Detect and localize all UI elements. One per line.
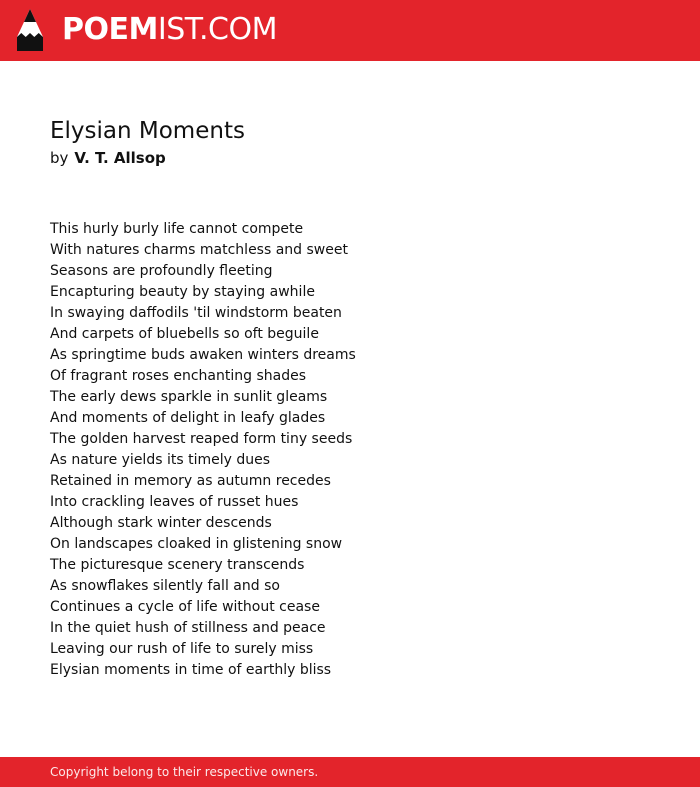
poem-line: As springtime buds awaken winters dreams [50, 347, 356, 363]
poem-line: The picturesque scenery transcends [50, 557, 305, 573]
poem-line: Elysian moments in time of earthly bliss [50, 662, 332, 678]
poem-line: The early dews sparkle in sunlit gleams [50, 389, 328, 405]
copyright-text: Copyright belong to their respective owners. [50, 765, 319, 779]
poem-line: The golden harvest reaped form tiny seeds [50, 431, 353, 447]
poem-line: Encapturing beauty by staying awhile [50, 284, 315, 300]
site-footer [0, 757, 700, 787]
poem-line: With natures charms matchless and sweet [50, 242, 348, 258]
byline [50, 148, 166, 168]
poem-line: And carpets of bluebells so oft beguile [50, 326, 319, 342]
site-header [0, 0, 700, 61]
poem-line: Leaving our rush of life to surely miss [50, 641, 314, 657]
logo-text-light: IST.COM [157, 12, 277, 47]
poem-line: In swaying daffodils 'til windstorm beaten [50, 305, 342, 321]
pencil-icon[interactable] [17, 9, 43, 51]
poem-line: Although stark winter descends [50, 515, 272, 531]
poem-title: Elysian Moments [50, 118, 245, 144]
poem-line: This hurly burly life cannot compete [50, 221, 304, 237]
site-logo[interactable] [62, 12, 277, 48]
author-name: V. T. Allsop [74, 149, 166, 167]
poem-line: Retained in memory as autumn recedes [50, 473, 331, 489]
poem-body [50, 219, 356, 681]
poem-line: On landscapes cloaked in glistening snow [50, 536, 343, 552]
poem-line: As snowflakes silently fall and so [50, 578, 280, 594]
poem-line: In the quiet hush of stillness and peace [50, 620, 326, 636]
byline-label: by [50, 149, 69, 167]
poem-line: As nature yields its timely dues [50, 452, 271, 468]
poem-line: And moments of delight in leafy glades [50, 410, 326, 426]
logo-text-bold: POEM [62, 12, 158, 47]
poem-line: Seasons are profoundly fleeting [50, 263, 273, 279]
poem-line: Into crackling leaves of russet hues [50, 494, 299, 510]
poem-line: Continues a cycle of life without cease [50, 599, 320, 615]
poem-line: Of fragrant roses enchanting shades [50, 368, 306, 384]
